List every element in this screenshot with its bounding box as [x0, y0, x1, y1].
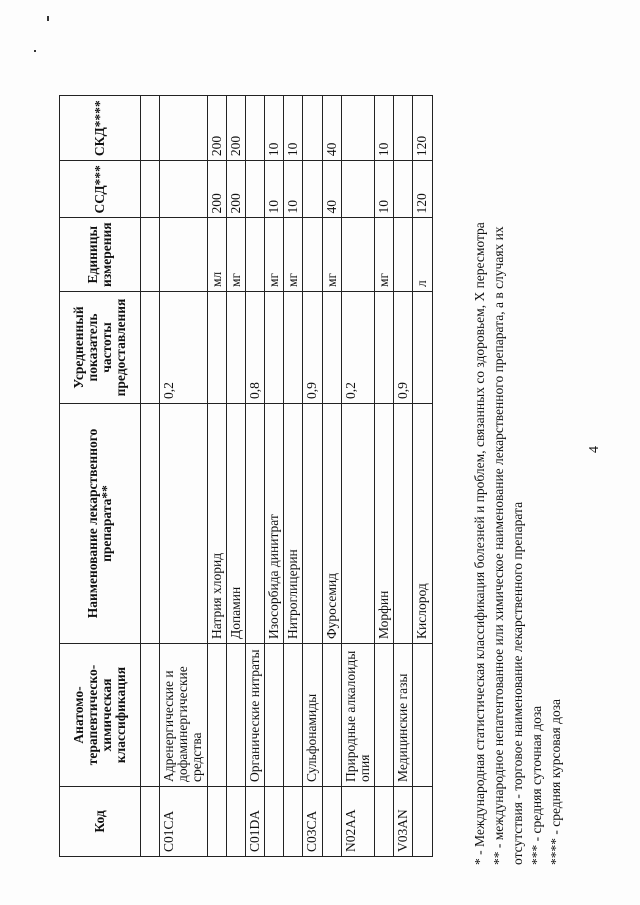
header-code: Код — [60, 787, 141, 857]
cell-avg: 0,2 — [341, 292, 374, 404]
header-skd: СКД**** — [60, 96, 141, 161]
cell-skd: 200 — [207, 96, 226, 161]
cell-name — [160, 404, 208, 644]
table-row — [265, 96, 284, 857]
cell-name: Нитроглицерин — [284, 404, 303, 644]
cell-sdd — [394, 161, 413, 218]
cell-skd — [303, 96, 322, 161]
cell-sdd — [303, 161, 322, 218]
cell-code — [141, 787, 160, 857]
cell-avg — [413, 292, 432, 404]
cell-code: C01DA — [245, 787, 264, 857]
table-row — [141, 96, 160, 857]
cell-sdd: 120 — [413, 161, 432, 218]
cell-unit: мг — [322, 218, 341, 292]
table-header-row — [60, 96, 141, 857]
cell-code — [265, 787, 284, 857]
cell-atc: Медицинские газы — [394, 644, 413, 787]
footnote: ** - международное непатентованное или химическое наименование лекарственного препарата, а в случаях их — [491, 226, 506, 865]
cell-code — [375, 787, 394, 857]
cell-name: Изосорбида динитрат — [265, 404, 284, 644]
footnotes — [470, 25, 565, 865]
cell-sdd: 200 — [207, 161, 226, 218]
cell-skd: 40 — [322, 96, 341, 161]
cell-sdd: 10 — [265, 161, 284, 218]
cell-atc: Адренергические и дофаминергические средства — [160, 644, 208, 787]
cell-atc — [413, 644, 432, 787]
cell-avg — [226, 292, 245, 404]
cell-code — [413, 787, 432, 857]
cell-unit — [245, 218, 264, 292]
cell-atc — [322, 644, 341, 787]
cell-name — [141, 404, 160, 644]
cell-code: N02AA — [341, 787, 374, 857]
header-avg: Усредненный показатель частоты предоставления — [60, 292, 141, 404]
cell-avg — [141, 292, 160, 404]
cell-name: Кислород — [413, 404, 432, 644]
cell-skd — [341, 96, 374, 161]
footnote: отсутствия - торговое наименование лекарственного препарата — [510, 501, 525, 865]
table-row — [245, 96, 264, 857]
cell-atc — [265, 644, 284, 787]
cell-avg: 0,8 — [245, 292, 264, 404]
cell-unit: мг — [284, 218, 303, 292]
table-row — [207, 96, 226, 857]
cell-skd: 10 — [375, 96, 394, 161]
cell-unit: мг — [265, 218, 284, 292]
cell-atc — [284, 644, 303, 787]
cell-atc: Органические нитраты — [245, 644, 264, 787]
footnote: **** - средняя курсовая доза — [548, 698, 563, 865]
cell-unit — [341, 218, 374, 292]
cell-unit: мл — [207, 218, 226, 292]
cell-code: C03CA — [303, 787, 322, 857]
cell-unit: мг — [226, 218, 245, 292]
cell-sdd — [160, 161, 208, 218]
cell-atc: Природные алкалоиды опия — [341, 644, 374, 787]
table-row — [303, 96, 322, 857]
cell-name: Морфин — [375, 404, 394, 644]
header-name: Наименование лекарственного препарата** — [60, 404, 141, 644]
cell-name — [303, 404, 322, 644]
cell-sdd — [245, 161, 264, 218]
table-row — [284, 96, 303, 857]
page-number: 4 — [587, 446, 602, 453]
header-sdd: ССД*** — [60, 161, 141, 218]
cell-atc: Сульфонамиды — [303, 644, 322, 787]
cell-sdd: 10 — [375, 161, 394, 218]
cell-unit — [160, 218, 208, 292]
cell-skd: 10 — [265, 96, 284, 161]
cell-unit — [394, 218, 413, 292]
cell-skd: 10 — [284, 96, 303, 161]
cell-skd: 200 — [226, 96, 245, 161]
header-unit: Единицы измерения — [60, 218, 141, 292]
cell-avg: 0,9 — [303, 292, 322, 404]
table-row — [375, 96, 394, 857]
cell-atc — [207, 644, 226, 787]
cell-name: Натрия хлорид — [207, 404, 226, 644]
cell-skd — [394, 96, 413, 161]
cell-sdd: 200 — [226, 161, 245, 218]
cell-code: V03AN — [394, 787, 413, 857]
cell-unit: л — [413, 218, 432, 292]
cell-sdd — [341, 161, 374, 218]
cell-code — [322, 787, 341, 857]
cell-sdd — [141, 161, 160, 218]
table-row — [341, 96, 374, 857]
cell-sdd: 10 — [284, 161, 303, 218]
cell-avg: 0,2 — [160, 292, 208, 404]
cell-name: Допамин — [226, 404, 245, 644]
cell-skd: 120 — [413, 96, 432, 161]
cell-avg — [207, 292, 226, 404]
cell-atc — [375, 644, 394, 787]
cell-name: Фуросемид — [322, 404, 341, 644]
cell-unit — [141, 218, 160, 292]
cell-avg — [265, 292, 284, 404]
table-row — [160, 96, 208, 857]
cell-unit: мг — [375, 218, 394, 292]
footnote: * - Международная статистическая классификация болезней и проблем, связанных со здоровьем, X пересмотра — [472, 222, 487, 865]
footnote: *** - средняя суточная доза — [529, 705, 544, 865]
cell-unit — [303, 218, 322, 292]
header-atc: Анатомо-терапевтическо-химическая классификация — [60, 644, 141, 787]
cell-avg: 0,9 — [394, 292, 413, 404]
cell-atc — [141, 644, 160, 787]
table-row — [322, 96, 341, 857]
cell-name — [341, 404, 374, 644]
cell-avg — [322, 292, 341, 404]
cell-code — [284, 787, 303, 857]
cell-code: C01CA — [160, 787, 208, 857]
cell-name — [394, 404, 413, 644]
cell-skd — [160, 96, 208, 161]
cell-sdd: 40 — [322, 161, 341, 218]
cell-skd — [141, 96, 160, 161]
table-row — [394, 96, 413, 857]
cell-code — [226, 787, 245, 857]
cell-avg — [284, 292, 303, 404]
cell-code — [207, 787, 226, 857]
cell-atc — [226, 644, 245, 787]
cell-name — [245, 404, 264, 644]
table-row — [226, 96, 245, 857]
cell-avg — [375, 292, 394, 404]
drug-table — [59, 95, 433, 857]
table-row — [413, 96, 432, 857]
cell-skd — [245, 96, 264, 161]
